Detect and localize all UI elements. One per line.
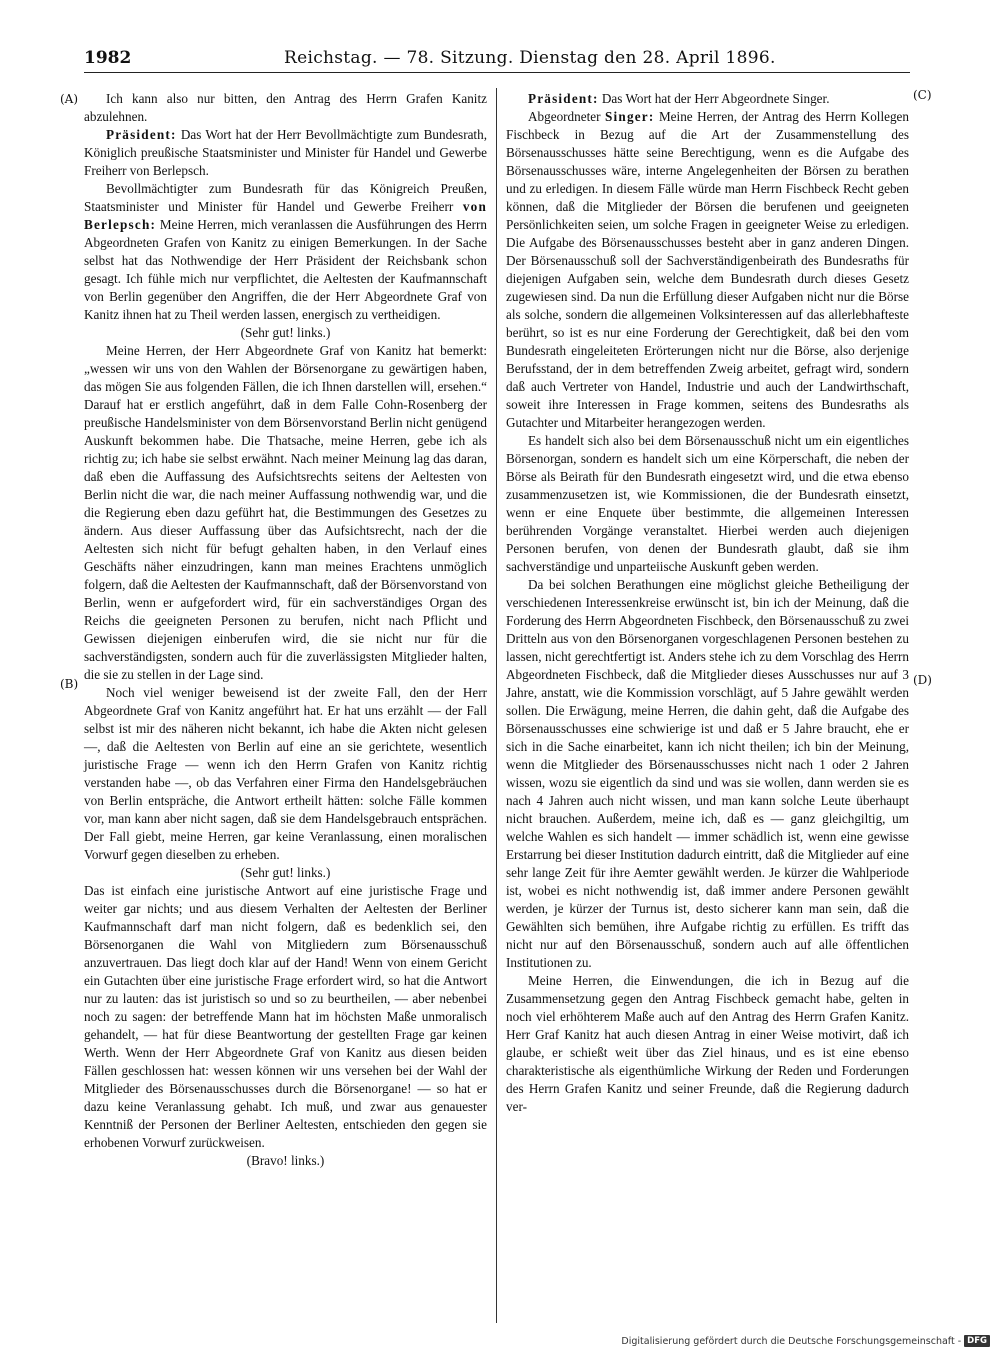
- right-column: [506, 90, 909, 1116]
- margin-mark-a: (A): [60, 92, 79, 106]
- dfg-logo-icon: DFG: [964, 1335, 990, 1347]
- header-rule: [84, 72, 910, 73]
- paragraph-text: Das Wort hat der Herr Abgeordnete Singer.: [598, 91, 830, 106]
- running-head: Reichstag. — 78. Sitzung. Dienstag den 28. April 1896.: [284, 48, 776, 68]
- speaker-name: Präsident:: [528, 91, 599, 106]
- paragraph: [84, 126, 487, 180]
- margin-mark-d: (D): [913, 673, 932, 687]
- paragraph: Ich kann also nur bitten, den Antrag des Herrn Grafen Kanitz abzulehnen.: [84, 91, 487, 124]
- paragraph: Das ist einfach eine juristische Antwort auf eine juristische Frage und weiter gar nichts; und aus diesem Verhalten der Aeltesten der Berliner Kaufmannschaft darf man nicht folgern, daß es bedenklich sei, den Börsenorganen die Wahl von Mitgliedern zum Börsenausschuß anzuvertrauen. Das liegt doch klar auf der Hand! Wenn von einem Gericht ein Gutachten über eine juristische Frage erfordert wird, so hat die Antwort nur zu lauten: das ist juristisch so und so zu beurtheilen, — aber nebenbei noch zu sagen: der betreffende Mann hat im höchsten Maße unmoralisch gehandelt, — hat für diese Beantwortung der gestellten Frage gar keinen Werth. Wenn der Herr Abgeordnete Graf von Kanitz aus diesen beiden Fällen geschlossen hat: wessen können wir uns versehen bei der Wahl der Mitglieder des Börsenausschusses durch die Börsenorgane! — so hat er dazu keine Veranlassung gehabt. Ich muß, und zwar aus genauester Kenntniß der Personen der Berliner Aeltesten, entschieden den gegen sie erhobenen Vorwurf zurückweisen.: [84, 883, 487, 1150]
- footer-credit: Digitalisierung gefördert durch die Deutsche Forschungsgemeinschaft -: [621, 1335, 962, 1347]
- left-column: [84, 90, 487, 1170]
- speaker-name: Präsident:: [106, 127, 177, 142]
- paragraph: Noch viel weniger beweisend ist der zweite Fall, den der Herr Abgeordnete Graf von Kanitz angeführt hat. Er hat uns erzählt — der Fall selbst ist mir des näheren nicht bekannt, ich habe die Akten nicht gelesen —, daß die Aeltesten von Berlin auf eine an sie gerichtete, wesentlich juristische Frage — wenn ich den Herrn Grafen von Kanitz richtig verstanden habe —, ob das Verfahren einer Firma den Handelsgebräuchen von Berlin entspräche, die Antwort ertheilt hätten: solche Fälle kommen vor, man kann aber nicht sagen, daß sie dem Handelsgebrauch entsprächen. Der Fall giebt, meine Herren, gar keine Veranlassung, einen moralischen Vorwurf gegen dieselben zu erheben.: [84, 685, 487, 862]
- footer: [621, 1334, 990, 1348]
- paragraph: Meine Herren, die Einwendungen, die ich in Bezug auf die Zusammensetzung gegen den Antrag Fischbeck gemacht habe, gelten in noch viel erhöhterem Maße auch auf den Antrag des Herrn Grafen Kanitz. Herr Graf Kanitz hat auch diesen Antrag in einer Weise motivirt, daß ich glaube, er schießt weit über das Ziel hinaus, und es ist eine ebenso charakteristische als eigenthümliche Wirkung der Reden und Forderungen des Herrn Grafen Kanitz und seiner Freunde, daß die Regierung dadurch ver-: [506, 973, 909, 1114]
- interjection: (Sehr gut! links.): [240, 865, 331, 880]
- speaker-name: von Berlepsch:: [84, 199, 487, 232]
- speaker-name: Singer:: [605, 109, 655, 124]
- paragraph: [84, 180, 487, 324]
- page-header: [84, 44, 910, 74]
- paragraph-text: Meine Herren, der Antrag des Herrn Kollegen Fischbeck in Bezug auf die Art der Zusammenstellung des Börsenausschusses hätte seine Berechtigung, wenn es die Aufgabe des Börsenausschusses wäre, interne Angelegenheiten der Börsen zu berathen und zu erledigen. In diesem Fälle würde man Herrn Fischbeck Recht geben können, daß die Mitglieder der Börsen die berufenen und geeigneten Persönlichkeiten seien, um solche Fragen in geeigneter Weise zu erledigen. Die Aufgabe des Börsenausschusses besteht aber in ganz anderen Dingen. Der Börsenausschuß soll der Sachverständigenbeirath des Bundesraths für diejenigen Aufgaben sein, welche dem Bundesrath durch dieses Gesetz zugewiesen sind. Da nun die Erfüllung dieser Aufgaben nicht nur die Börse als solche, sondern die allgemeinen Volksinteressen auf das allerlebhafteste berührt, so ist es nur eine Forderung der Gerechtigkeit, daß bei den vom Bundesrath eingeleiteten Erörterungen nicht nur die Börse, also derjenige Berufsstand, der in dem betreffenden Zweig arbeitet, gefragt wird, sondern daß auch Vertreter von Handel, Industrie und auch der Landwirthschaft, soweit ihre Interessen in Frage kommen, seitens des Bundesraths als Gutachter und Mitarbeiter herangezogen werden.: [506, 109, 910, 430]
- interjection: (Sehr gut! links.): [240, 325, 331, 340]
- page-number: 1982: [84, 48, 132, 68]
- margin-mark-c: (C): [913, 88, 932, 102]
- paragraph: Meine Herren, der Herr Abgeordnete Graf von Kanitz hat bemerkt: „wessen wir uns von den Wahlen der Börsenorgane zu gewärtigen haben, das mögen Sie aus folgenden Fällen, die ich Ihnen darstellen will, ersehen.“ Darauf hat er erstlich angeführt, daß in dem Falle Cohn-Rosenberg der preußische Handelsminister von dem Börsenvorstand Berlin nicht genügend Auskunft bekommen habe. Die Thatsache, meine Herren, gebe ich als richtig zu; ich habe sie selbst erwähnt. Nach meiner Meinung lag das daran, daß eben die Auffassung des Aufsichtsrechts seitens der Aeltesten von Berlin nicht die war, die nach meiner Auffassung nothwendig war, und die die Regierung eben dazu geführt hat, die Bestimmungen des Gesetzes zu ändern. Aus dieser Auffassung über das Aufsichtsrecht, nach der die Aeltesten sich nicht für befugt gehalten haben, in den Verlauf eines Geschäfts näher einzudringen, kann man meines Erachtens unmöglich folgern, daß die Aeltesten der Kaufmannschaft, daß der Börsenvorstand von Berlin, wenn er aufgefordert wird, für ein sachverständiges Organ des Reichs die geeigneten Personen zu berufen, nicht nach Pflicht und Gewissen diejenigen einberufen wird, die sie nicht nur für die sachverständigsten, sondern auch für die zuverlässigsten Mitglieder halten, die sie zu stellen in der Lage sind.: [84, 343, 487, 682]
- paragraph: Da bei solchen Berathungen eine möglichst gleiche Betheiligung der verschiedenen Interessenkreise erwünscht ist, bin ich der Meinung, daß die Forderung des Herrn Abgeordneten Fischbeck, den Börsenausschuß zu zwei Dritteln aus von den Börsenorganen vorgeschlagenen Personen bestehen zu lassen, nicht gerechtfertigt ist. Anders stehe ich zu dem Vorschlag des Herrn Abgeordneten Fischbeck, daß die Mitglieder dieses Ausschusses nur auf 3 Jahre, anstatt, wie die Kommission vorschlägt, auf 5 Jahre gewählt werden sollen. Die Erwägung, meine Herren, die dahin geht, daß die Aufgabe des Börsenausschusses eine schwierige ist und daß er 5 Jahre braucht, ehe er sich in die Sache einarbeitet, kann ich nicht theilen; ich bin der Meinung, wenn die Mitglieder des Börsenausschusses nicht nach 1 oder 2 Jahren wissen, wozu sie eigentlich da sind und was sie wollen, dann werden sie es nach 4 Jahren auch nicht wissen, und man kann solche Leute überhaupt nicht brauchen. Außerdem, meine ich, daß es — ganz gleichgiltig, um welche Wahlen es sich handelt — immer schädlich ist, wenn eine gewisse Erstarrung bei dieser Institution dadurch eintritt, daß die Mitglieder auf eine sehr lange Zeit für ihre Aemter gewählt werden. Je kürzer die Wahlperiode ist, wobei es nicht nothwendig ist, daß immer andere Personen gewählt werden, je kürzer der Turnus ist, desto sicherer kann man sein, daß die Gewählten sich bemühen, ihre Aufgabe richtig zu erfüllen. Es trifft das nicht nur auf den Börsenausschuß, sondern auch auf alle öffentlichen Institutionen zu.: [506, 577, 909, 970]
- speaker-intro: Abgeordneter: [528, 109, 606, 124]
- paragraph-text: Meine Herren, mich veranlassen die Ausführungen des Herrn Abgeordneten Grafen von Kanitz zu einigen Bemerkungen. In der Sache selbst hat das Nothwendige der Herr Präsident der Reichsbank schon gesagt. Ich fühle mich nur verpflichtet, die Aeltesten der Kaufmannschaft von Berlin gegenüber den Angriffen, die der Herr Abgeordnete Graf von Kanitz ihnen hat zu Theil werden lassen, energisch zu vertheidigen.: [84, 217, 487, 322]
- column-divider: [496, 88, 497, 1323]
- paragraph: Es handelt sich also bei dem Börsenausschuß nicht um ein eigentliches Börsenorgan, sondern es handelt sich um eine Körperschaft, die neben der Börse als Beirath für den Bundesrath eingesetzt wird, und die etwa ebenso zusammenzusetzen ist, wie Kommissionen, die der Bundesrath einsetzt, wenn er eine Enquete über bestimmte, die allgemeinen Interessen berührenden Vorgänge veranstaltet. Hierbei werden auch diejenigen Personen berufen, von denen der Bundesrath glaubt, daß sie ihm sachverständige und unparteiische Auskunft geben werden.: [506, 433, 909, 574]
- paragraph: [506, 108, 909, 432]
- speaker-intro: Bevollmächtigter zum Bundesrath für das Königreich Preußen, Staatsminister und Minister für Handel und Gewerbe Freiherr: [84, 181, 487, 214]
- margin-mark-b: (B): [60, 677, 79, 691]
- interjection: (Bravo! links.): [246, 1153, 325, 1168]
- paragraph: [506, 90, 909, 108]
- paragraph-text: Das Wort hat der Herr Bevollmächtigte zum Bundesrath, Königlich preußische Staatsminister und Minister für Handel und Gewerbe Freiherr von Berlepsch.: [84, 127, 487, 178]
